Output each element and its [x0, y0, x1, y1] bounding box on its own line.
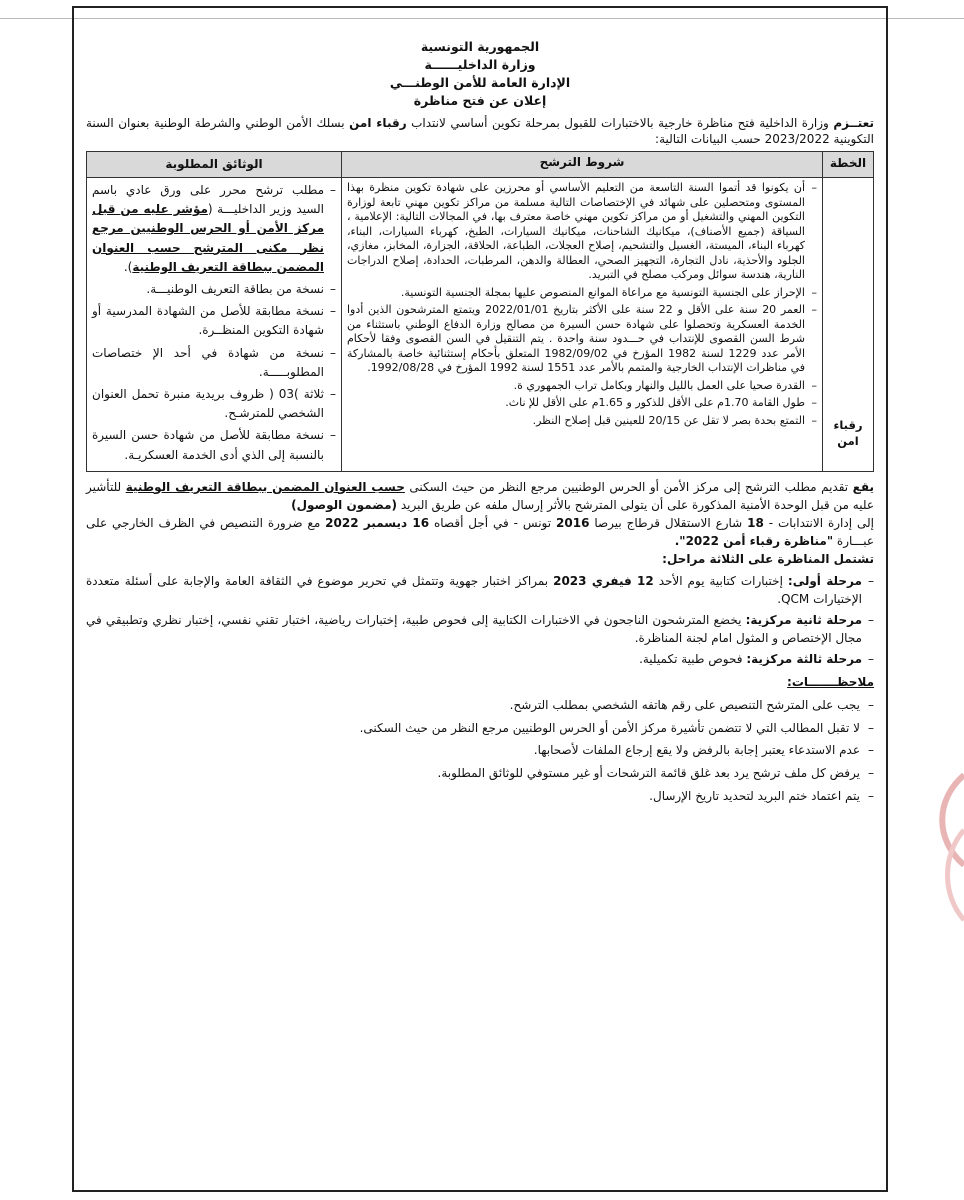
submission-zip: 2016 — [556, 515, 590, 530]
stage-item — [86, 611, 874, 647]
document-item: – ثلاثة )03 ( ظروف بريدية منبرة تحمل العنوان الشخصي للمترشـح. — [92, 385, 336, 423]
stage-title: مرحلة أولى: — [787, 573, 862, 588]
submission-text: تقديم مطلب الترشح إلى مركز الأمن أو الحرس الوطنيين مرجع النظر من حيث السكنى — [409, 479, 849, 494]
conditions-cell — [342, 178, 823, 472]
note-item: – يتم اعتماد ختم البريد لتحديد تاريخ الإرسال. — [86, 785, 874, 808]
note-item: – لا تقبل المطالب التي لا تتضمن تأشيرة مركز الأمن أو الحرس الوطنيين مرجع النظر من حيث السكنى. — [86, 717, 874, 740]
notes-list — [86, 694, 874, 808]
stage-text: فحوص طبية تكميلية. — [639, 651, 743, 666]
submission-mail: (مضمون الوصول) — [291, 497, 398, 512]
document-header — [86, 38, 874, 111]
notes-title: ملاحظـــــــات: — [787, 674, 874, 689]
header-plan: الخطة — [823, 151, 874, 177]
note-item: – عدم الاستدعاء يعتبر إجابة بالرفض ولا يقع إرجاع الملفات لأصحابها. — [86, 739, 874, 762]
condition-item: – القدرة صحيا على العمل بالليل والنهار وبكامل تراب الجمهوري ة. — [347, 379, 817, 394]
condition-item: – طول القامة 1.70م على الأقل للذكور و 1.65م على الأقل للإ ناث. — [347, 396, 817, 411]
stage-text: يخضع المترشحون الناجحون في الاختبارات الكتابية إلى فحوص طبية، إختبارات رياضية، اختبار تقني نفسي، إختبار نظري وتطبيقي في مجال الإختصاص و المثول امام لجنة المناظرة. — [86, 612, 862, 645]
table-header-row — [87, 151, 874, 177]
intro-lead-word: تعتــزم — [833, 115, 874, 130]
stages-intro: تشتمل المناظرة على الثلاثة مراحل: — [662, 551, 874, 566]
header-ministry: وزارة الداخليــــــة — [424, 57, 536, 73]
document-item: – نسخة مطابقة للأصل من الشهادة المدرسية أو شهادة التكوين المنظــرة. — [92, 302, 336, 340]
documents-cell — [87, 178, 342, 472]
header-republic: الجمهورية التونسية — [420, 39, 540, 54]
condition-item: – العمر 20 سنة على الأقل و 22 سنة على الأكثر بتاريخ 2022/01/01 ويتمتع المترشحون الذين أدوا الخدمة العسكرية وتحصلوا على شهادة حسن السيرة من مصالح وزارة الدفاع الوطني باستثناء من شرط السن القصوى للإنتداب في حـــدود سنة واحدة . يتم التنقيل في السن القصوى وفقا لأحكام الأمر عدد 1229 لسنة 1982 المؤرخ في 1982/09/02 المتعلق بأحكام إستثنائية خاصة بالمشاركة في مناظرات الإنتداب الخارجية والمتمم بالأمر عدد 1551 لسنة 1992 المؤرخ في 1992/08/28. — [347, 303, 817, 376]
stages-list — [86, 572, 874, 668]
document-emphasis: مؤشر عليه من قبل مركز الأمن أو الحرس الوطنيين مرجع نظر مكنى المترشح حسب العنوان المضمن ببطاقة التعريف الوطنية — [92, 202, 324, 274]
note-item: – يجب على المترشح التنصيص على رقم هاتفه الشخصي بمطلب الترشح. — [86, 694, 874, 717]
intro-text-end: بسلك الأمن الوطني والشرطة الوطنية بعنوان السنة التكوينية 2023/2022 حسب البيانات التالية: — [86, 115, 874, 146]
header-documents: الوثائق المطلوبة — [87, 151, 342, 177]
stage-item — [86, 572, 874, 608]
documents-list — [92, 181, 336, 465]
plan-cell: رقباء امن — [823, 178, 874, 472]
intro-paragraph — [86, 115, 874, 147]
document-item — [92, 181, 336, 277]
table-row — [87, 178, 874, 472]
announcement-document — [72, 6, 888, 1192]
stage-title: مرحلة ثالثة مركزية: — [746, 651, 862, 666]
submission-paragraph — [86, 478, 874, 668]
stage-item — [86, 650, 874, 668]
intro-rank: رقباء امن — [349, 115, 407, 130]
header-title: إعلان عن فتح مناظرة — [413, 93, 547, 109]
submission-text-4: شارع الاستقلال قرطاج بيرصا — [594, 515, 743, 530]
submission-envelope-label: "مناظرة رقباء أمن 2022". — [674, 533, 834, 548]
requirements-table — [86, 151, 874, 472]
submission-text-3: إلى إدارة الانتدابات - — [768, 515, 874, 530]
submission-lead: يقع — [852, 479, 874, 494]
submission-street-number: 18 — [747, 515, 764, 530]
document-item: – نسخة مطابقة للأصل من شهادة حسن السيرة بالنسبة إلى الذي أدى الخدمة العسكريـة. — [92, 426, 336, 464]
header-conditions: شروط الترشح — [342, 151, 823, 177]
submission-text-5: تونس - في أجل أقصاه — [433, 515, 552, 530]
note-item: – يرفض كل ملف ترشح يرد بعد غلق قائمة الترشحات أو غير مستوفي للوثائق المطلوبة. — [86, 762, 874, 785]
document-item: – نسخة من بطاقة التعريف الوطنيـــة. — [92, 280, 336, 299]
intro-text: وزارة الداخلية فتح مناظرة خارجية بالاختبارات للقبول بمرحلة تكوين أساسي لانتداب — [411, 115, 829, 130]
stage-date: 12 فيفري 2023 — [553, 573, 654, 588]
stage-title: مرحلة ثانية مركزية: — [745, 612, 862, 627]
stage-text-end: بمراكز اختبار جهوية وتتمثل في تحرير موضوع في الثقافة العامة والإجابة على أسئلة متعددة الإختيارات QCM. — [86, 573, 862, 606]
condition-item: – التمتع بحدة بصر لا تقل عن 20/15 للعينين قبل إصلاح النظر. — [347, 414, 817, 429]
submission-text-6: مع ضرورة التنصيص في الظرف الخارجي على عبـــارة — [86, 515, 874, 548]
decorative-swirl-graphic — [930, 770, 964, 930]
submission-text-2: للتأشير عليه من قبل الوحدة الأمنية المذكورة على أن يتولى المترشح بالأثر إرسال ملفه عن طريق البريد — [86, 479, 874, 512]
condition-item: – أن يكونوا قد أتموا السنة التاسعة من التعليم الأساسي أو محرزين على شهادة تكوين منظرة بهذا المستوى ومتحصلين على شهائد في الإختصاصات التالية مسلمة من مراكز تكوين مهني تابعة لوزارة التكوين المهني والتشغيل أو من مراكز تكوين مهني خاصة معترف بها، في المجالات التالية: الإعلامية ، السياقة (جميع الأصناف)، ميكانيك الشاحنات، ميكانيك السيارات، الطبخ، كهرباء السيارات، البناء، كهرباء البناء، الميستة، الغسيل والتشحيم، إصلاح العجلات، الطباعة، الحلاقة، الجزارة، المخابز، مغازي، الجلود والأحذية، نادل التجارة، التجهيز الصحي، العطالة والدهن، المرطبات، الحدادة، إصلاح الدراجات النارية، هندسة سوائل ومركب مصلح في التبريد. — [347, 181, 817, 283]
document-text-end: ). — [123, 259, 133, 274]
header-directorate: الإدارة العامة للأمن الوطنـــي — [389, 75, 571, 91]
submission-deadline: 16 ديسمبر 2022 — [325, 515, 430, 530]
submission-underlined: حسب العنوان المضمن ببطاقة التعريف الوطنية — [125, 479, 405, 494]
document-text: مطلب ترشح محرر على ورق عادي باسم السيد وزير الداخليـــة ( — [92, 183, 325, 217]
document-item: – نسخة من شهادة في أحد الإ ختصاصات المطلوبـــــة. — [92, 344, 336, 382]
conditions-list — [347, 181, 817, 428]
stage-text: إختبارات كتابية يوم الأحد — [658, 573, 783, 588]
condition-item: – الإحراز على الجنسية التونسية مع مراعاة الموانع المنصوص عليها بمجلة الجنسية التونسية. — [347, 286, 817, 301]
